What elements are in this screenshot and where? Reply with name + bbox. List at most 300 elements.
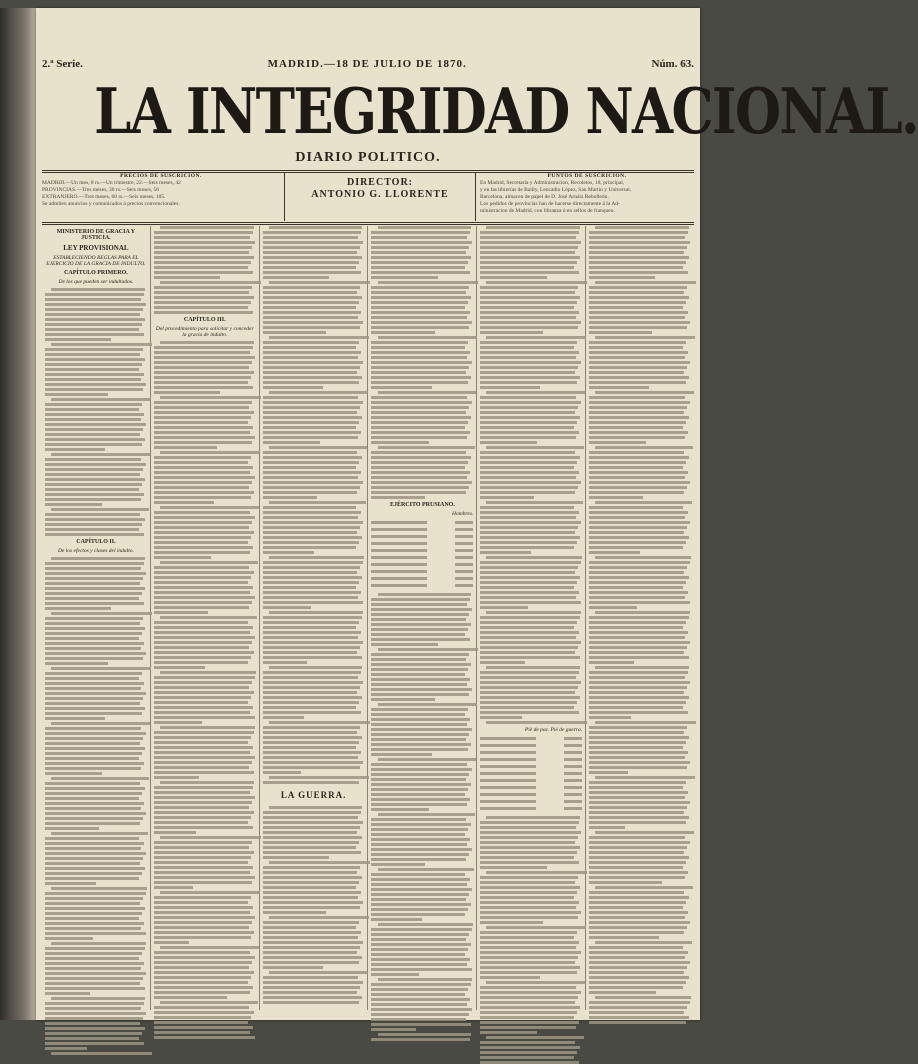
text-line <box>45 413 144 416</box>
text-line <box>480 1006 580 1009</box>
text-line <box>589 821 686 824</box>
text-line <box>371 763 467 766</box>
text-line <box>589 571 684 574</box>
text-line <box>154 486 249 489</box>
text-line <box>263 1001 360 1004</box>
law-heading: LEY PROVISIONAL <box>63 244 129 252</box>
text-line <box>595 336 695 339</box>
text-line <box>480 271 579 274</box>
text-line <box>154 741 248 744</box>
text-line <box>45 787 145 790</box>
text-line <box>480 631 579 634</box>
text-line <box>154 621 248 624</box>
text-line <box>45 677 139 680</box>
text-line <box>480 1051 577 1054</box>
text-line <box>480 596 576 599</box>
text-line <box>45 378 141 381</box>
text-line <box>589 476 685 479</box>
text-line <box>263 571 358 574</box>
text-line <box>589 526 687 529</box>
text-line <box>480 901 579 904</box>
text-line <box>371 618 466 621</box>
text-line <box>263 766 361 769</box>
table-row <box>371 549 473 554</box>
text-line <box>160 726 255 729</box>
text-line <box>45 962 144 965</box>
text-line <box>371 863 425 866</box>
text-line <box>45 937 93 940</box>
text-line <box>263 931 362 934</box>
director-label: DIRECTOR: <box>346 177 414 188</box>
text-line <box>45 473 140 476</box>
text-line <box>154 721 202 724</box>
text-line <box>263 951 358 954</box>
text-line <box>589 456 689 459</box>
text-line <box>371 968 472 971</box>
text-line <box>371 633 465 636</box>
text-line <box>45 692 146 695</box>
text-line <box>371 858 466 861</box>
text-line <box>154 431 250 434</box>
text-line <box>371 808 428 811</box>
text-line <box>154 356 255 359</box>
text-line <box>263 841 360 844</box>
text-line <box>371 436 467 439</box>
text-line <box>371 878 470 881</box>
text-line <box>269 226 363 229</box>
text-line <box>263 291 358 294</box>
text-line <box>371 753 431 756</box>
text-line <box>480 261 577 264</box>
text-line <box>263 526 361 529</box>
text-line <box>371 983 471 986</box>
text-line <box>480 866 546 869</box>
text-line <box>45 922 144 925</box>
text-line <box>480 851 577 854</box>
text-line <box>154 436 255 439</box>
chapter-subheading: De los efectos y clases del indulto. <box>57 548 134 554</box>
text-line <box>589 966 687 969</box>
text-line <box>45 1002 144 1005</box>
text-line <box>480 956 578 959</box>
text-line <box>589 756 685 759</box>
text-line <box>589 816 689 819</box>
text-line <box>263 906 361 909</box>
text-line <box>45 882 96 885</box>
text-line <box>45 742 140 745</box>
text-line <box>371 688 472 691</box>
text-line <box>371 251 466 254</box>
text-line <box>480 931 577 934</box>
text-line <box>263 681 364 684</box>
text-line <box>160 616 257 619</box>
text-line <box>263 496 317 499</box>
point-line: Los pedidos de provincias han de hacerse directamente á la Ad- <box>480 201 620 207</box>
text-line <box>589 986 683 989</box>
text-line <box>480 431 579 434</box>
text-line <box>45 498 141 501</box>
text-line <box>480 571 575 574</box>
text-line <box>263 411 358 414</box>
text-line <box>263 351 362 354</box>
text-line <box>480 1031 537 1034</box>
text-line <box>589 681 690 684</box>
text-line <box>486 666 580 669</box>
text-line <box>45 862 140 865</box>
text-line <box>45 797 139 800</box>
text-line <box>371 603 467 606</box>
text-line <box>45 1037 139 1040</box>
text-line <box>45 757 139 760</box>
text-line <box>154 696 251 699</box>
text-line <box>480 656 580 659</box>
text-line <box>263 696 363 699</box>
text-line <box>371 933 469 936</box>
text-line <box>154 666 205 669</box>
text-line <box>371 396 467 399</box>
text-line <box>263 581 360 584</box>
text-line <box>154 536 251 539</box>
text-line <box>45 597 139 600</box>
text-line <box>480 311 579 314</box>
text-line <box>589 746 683 749</box>
text-line <box>371 1023 471 1026</box>
text-line <box>480 426 574 429</box>
text-line <box>371 296 471 299</box>
text-line <box>154 981 248 984</box>
text-line <box>480 576 580 579</box>
text-line <box>371 678 470 681</box>
text-line <box>154 301 251 304</box>
text-line <box>160 946 259 949</box>
text-line <box>589 321 690 324</box>
text-line <box>45 393 108 396</box>
text-line <box>45 1047 87 1050</box>
text-line <box>160 891 260 894</box>
price-line: EXTRANJERO.—Tres meses, 60 rs.—Seis meses, 105. <box>42 194 166 200</box>
text-line <box>263 966 323 969</box>
text-line <box>480 586 574 589</box>
text-line <box>480 326 578 329</box>
text-line <box>589 856 689 859</box>
text-line <box>45 478 145 481</box>
text-line <box>154 386 253 389</box>
text-line <box>263 326 361 329</box>
text-line <box>371 943 471 946</box>
text-line <box>269 501 366 504</box>
table-row <box>371 584 473 589</box>
text-line <box>263 366 361 369</box>
text-line <box>480 466 574 469</box>
text-line <box>154 971 254 974</box>
text-line <box>45 323 142 326</box>
text-line <box>589 421 686 424</box>
text-line <box>589 326 687 329</box>
text-line <box>589 361 690 364</box>
text-line <box>154 746 253 749</box>
text-line <box>269 721 370 724</box>
text-line <box>269 971 368 974</box>
text-line <box>263 716 305 719</box>
text-line <box>263 606 311 609</box>
text-line <box>371 271 470 274</box>
text-line <box>480 846 580 849</box>
text-line <box>154 786 253 789</box>
text-line <box>154 921 252 924</box>
text-line <box>45 572 146 575</box>
text-line <box>154 656 251 659</box>
text-line <box>371 471 470 474</box>
text-line <box>480 386 540 389</box>
text-line <box>480 301 577 304</box>
text-line <box>480 686 578 689</box>
text-line <box>378 923 474 926</box>
text-line <box>480 441 537 444</box>
text-line <box>160 506 259 509</box>
text-line <box>45 917 139 920</box>
text-line <box>45 747 145 750</box>
text-line <box>371 683 467 686</box>
text-line <box>589 616 689 619</box>
text-line <box>589 826 625 829</box>
text-line <box>486 816 580 819</box>
text-line <box>371 346 465 349</box>
text-line <box>371 798 470 801</box>
text-line <box>263 471 362 474</box>
text-line <box>263 361 364 364</box>
text-line <box>263 431 362 434</box>
text-line <box>589 426 683 429</box>
text-line <box>154 546 253 549</box>
text-line <box>154 361 252 364</box>
text-line <box>45 602 144 605</box>
text-line <box>371 366 469 369</box>
text-line <box>154 641 252 644</box>
table-row <box>480 772 582 777</box>
column-2 <box>151 226 260 1010</box>
text-line <box>589 766 687 769</box>
text-line <box>45 328 139 331</box>
text-line <box>263 836 363 839</box>
text-line <box>154 1011 254 1014</box>
text-line <box>51 722 150 725</box>
text-line <box>480 1021 579 1024</box>
text-line <box>263 856 329 859</box>
text-line <box>45 652 146 655</box>
text-line <box>371 848 472 851</box>
text-line <box>589 566 687 569</box>
text-line <box>480 361 581 364</box>
article-columns <box>42 226 694 1010</box>
text-line <box>589 866 683 869</box>
text-line <box>154 271 253 274</box>
text-line <box>371 416 471 419</box>
text-line <box>480 821 579 824</box>
text-line <box>263 536 363 539</box>
text-line <box>45 992 90 995</box>
text-line <box>154 906 253 909</box>
text-line <box>480 841 575 844</box>
text-line <box>589 231 688 234</box>
text-line <box>589 801 690 804</box>
text-line <box>371 491 466 494</box>
text-line <box>45 562 144 565</box>
text-line <box>378 593 472 596</box>
text-line <box>480 471 579 474</box>
text-line <box>378 648 479 651</box>
text-line <box>263 851 362 854</box>
text-line <box>589 316 685 319</box>
text-line <box>371 718 470 721</box>
text-line <box>45 867 145 870</box>
text-line <box>154 766 249 769</box>
text-line <box>154 446 217 449</box>
text-line <box>371 723 467 726</box>
text-line <box>480 381 577 384</box>
text-line <box>263 746 357 749</box>
text-line <box>371 371 466 374</box>
text-line <box>263 551 314 554</box>
text-line <box>154 651 254 654</box>
text-line <box>45 383 146 386</box>
text-line <box>45 837 139 840</box>
text-line <box>45 313 140 316</box>
text-line <box>154 401 252 404</box>
table-row <box>480 737 582 742</box>
text-line <box>160 281 261 284</box>
text-line <box>480 376 580 379</box>
text-line <box>589 731 684 734</box>
text-line <box>154 246 252 249</box>
text-line <box>480 491 575 494</box>
text-line <box>269 806 363 809</box>
text-line <box>371 853 469 856</box>
text-line <box>45 912 142 915</box>
text-line <box>589 976 689 979</box>
text-line <box>589 546 683 549</box>
text-line <box>480 881 575 884</box>
text-line <box>154 411 254 414</box>
text-line <box>263 926 357 929</box>
text-line <box>154 276 220 279</box>
table-row <box>480 758 582 763</box>
text-line <box>371 613 469 616</box>
text-line <box>589 931 684 934</box>
text-line <box>154 916 255 919</box>
text-line <box>480 266 574 269</box>
text-line <box>480 1001 575 1004</box>
text-line <box>589 771 628 774</box>
text-line <box>371 411 466 414</box>
text-line <box>371 431 470 434</box>
text-line <box>589 311 688 314</box>
text-line <box>480 486 578 489</box>
text-line <box>263 321 364 324</box>
text-line <box>154 291 249 294</box>
text-line <box>45 493 144 496</box>
text-line <box>263 246 361 249</box>
chapter-heading: CAPÍTULO III. <box>183 317 226 323</box>
text-line <box>480 976 540 979</box>
text-line <box>480 456 580 459</box>
text-line <box>480 406 578 409</box>
text-line <box>154 751 250 754</box>
text-line <box>154 1016 251 1019</box>
text-line <box>371 306 465 309</box>
text-line <box>154 251 249 254</box>
text-line <box>263 381 360 384</box>
text-line <box>45 1012 146 1015</box>
text-line <box>371 276 437 279</box>
text-line <box>154 866 253 869</box>
text-line <box>45 857 143 860</box>
text-line <box>371 331 434 334</box>
text-line <box>45 947 145 950</box>
text-line <box>371 658 466 661</box>
text-line <box>263 881 360 884</box>
text-line <box>45 762 144 765</box>
text-line <box>154 381 248 384</box>
text-line <box>480 1016 574 1019</box>
table-row <box>480 744 582 749</box>
text-line <box>589 381 686 384</box>
text-line <box>263 896 359 899</box>
text-line <box>263 901 364 904</box>
table-row <box>371 535 473 540</box>
table-column-labels: Pié de paz. Pié de guerra. <box>524 727 583 733</box>
text-line <box>480 416 580 419</box>
table-row <box>371 556 473 561</box>
text-line <box>154 286 252 289</box>
text-line <box>480 941 579 944</box>
text-line <box>480 831 581 834</box>
text-line <box>263 306 357 309</box>
text-line <box>154 391 220 394</box>
text-line <box>480 616 580 619</box>
issue-number: Núm. 63. <box>651 58 694 70</box>
text-line <box>154 886 193 889</box>
text-line <box>45 582 140 585</box>
text-line <box>269 861 370 864</box>
text-line <box>589 846 687 849</box>
text-line <box>154 846 249 849</box>
text-line <box>45 1022 140 1025</box>
text-line <box>480 541 577 544</box>
text-line <box>154 716 255 719</box>
text-line <box>154 256 254 259</box>
text-line <box>263 826 361 829</box>
text-line <box>589 471 688 474</box>
text-line <box>269 611 364 614</box>
text-line <box>371 236 467 239</box>
text-line <box>154 861 248 864</box>
text-line <box>595 886 693 889</box>
text-line <box>45 458 141 461</box>
text-line <box>263 891 362 894</box>
text-line <box>263 601 364 604</box>
text-line <box>486 721 587 724</box>
text-line <box>480 991 581 994</box>
text-line <box>154 856 251 859</box>
text-line <box>589 961 690 964</box>
text-line <box>154 1031 250 1034</box>
text-line <box>589 661 634 664</box>
text-line <box>589 876 685 879</box>
text-line <box>589 891 684 894</box>
text-line <box>154 501 214 504</box>
subscription-points <box>476 173 694 221</box>
text-line <box>371 256 471 259</box>
